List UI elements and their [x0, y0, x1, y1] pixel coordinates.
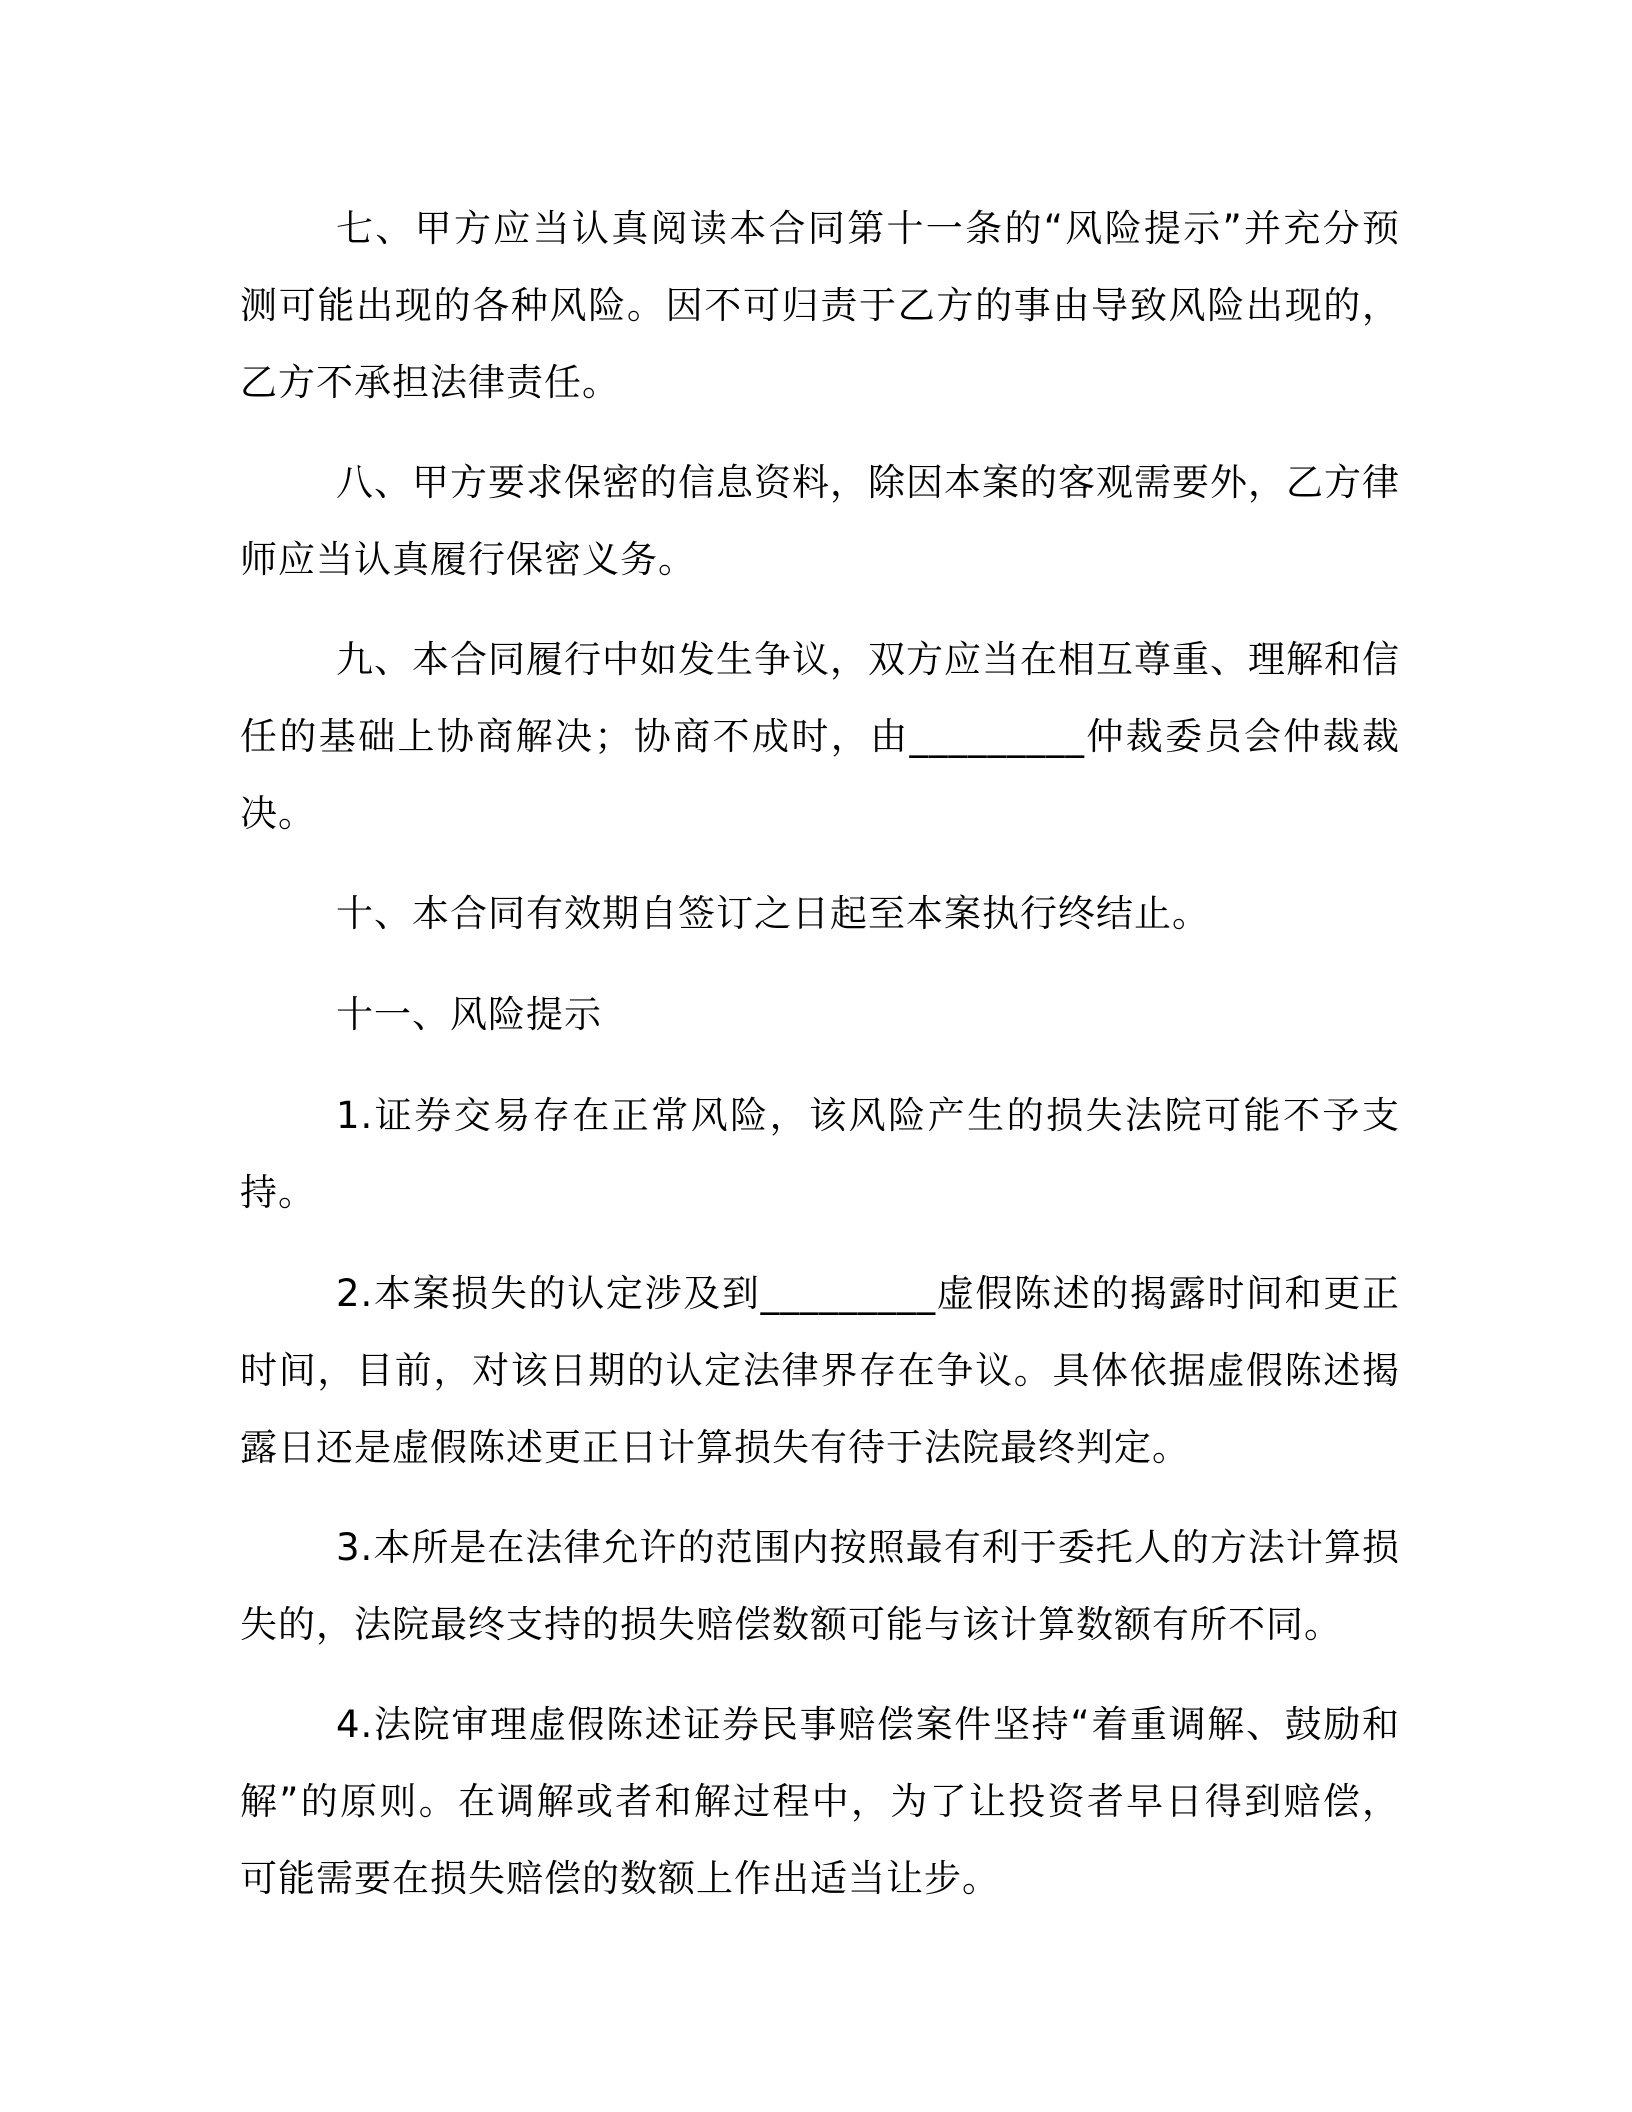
document-body: [240, 190, 1400, 1940]
risk-item-4: 4.法院审理虚假陈述证券民事赔偿案件坚持“着重调解、鼓励和解”的原则。在调解或者和解过程中，为了让投资者早日得到赔偿，可能需要在损失赔偿的数额上作出适当让步。: [240, 1703, 1400, 1900]
clause-11-heading: 十一、风险提示: [336, 993, 602, 1036]
risk-item-3: 3.本所是在法律允许的范围内按照最有利于委托人的方法计算损失的，法院最终支持的损失赔偿数额可能与该计算数额有所不同。: [240, 1526, 1400, 1646]
clause-10-paragraph: 十、本合同有效期自签订之日起至本案执行终结止。: [336, 892, 1210, 935]
clause-8-paragraph: 八、甲方要求保密的信息资料，除因本案的客观需要外，乙方律师应当认真履行保密义务。: [240, 461, 1400, 581]
clause-9-paragraph: 九、本合同履行中如发生争议，双方应当在相互尊重、理解和信任的基础上协商解决；协商不成时，由_________仲裁委员会仲裁裁决。: [240, 638, 1400, 835]
clause-7-paragraph: 七、甲方应当认真阅读本合同第十一条的“风险提示”并充分预测可能出现的各种风险。因不可归责于乙方的事由导致风险出现的，乙方不承担法律责任。: [240, 207, 1400, 404]
risk-item-2: 2.本案损失的认定涉及到_________虚假陈述的揭露时间和更正时间，目前，对该日期的认定法律界存在争议。具体依据虚假陈述揭露日还是虚假陈述更正日计算损失有待于法院最终判定。: [240, 1272, 1400, 1469]
risk-item-1: 1.证券交易存在正常风险，该风险产生的损失法院可能不予支持。: [240, 1094, 1400, 1214]
